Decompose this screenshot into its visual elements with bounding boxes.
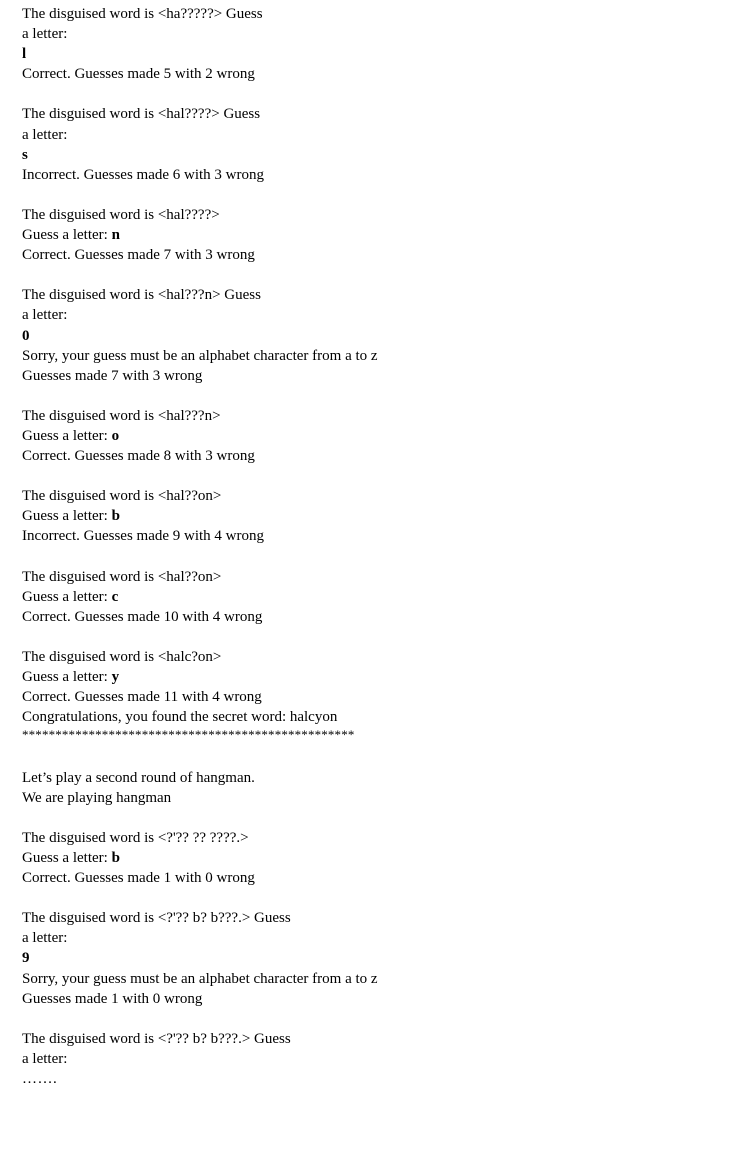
blank-line (22, 185, 722, 205)
output-line: The disguised word is <hal????> (22, 206, 220, 223)
output-line: Let’s play a second round of hangman. (22, 769, 255, 786)
guessed-letter: y (111, 669, 120, 686)
output-line: Correct. Guesses made 5 with 2 wrong (22, 66, 255, 83)
blank-line (22, 547, 722, 567)
output-line: Congratulations, you found the secret word: halcyon (22, 709, 338, 726)
guessed-letter: s (22, 146, 28, 163)
guess-prompt-line (22, 667, 722, 687)
output-line: a letter: (22, 307, 68, 324)
output-line: Incorrect. Guesses made 9 with 4 wrong (22, 528, 265, 545)
guessed-letter-line (22, 145, 722, 165)
output-line: The disguised word is <?'?? ?? ????.> (22, 829, 249, 846)
output-line: Correct. Guesses made 1 with 0 wrong (22, 870, 255, 887)
guessed-letter: 9 (22, 950, 30, 967)
output-line: The disguised word is <hal???n> Guess (22, 287, 261, 304)
prompt-text: Guess a letter: (22, 849, 112, 866)
blank-line (22, 386, 722, 406)
guessed-letter-line (22, 326, 722, 346)
blank-line (22, 84, 722, 104)
output-line: Sorry, your guess must be an alphabet character from a to z (22, 970, 378, 987)
output-line: Correct. Guesses made 8 with 3 wrong (22, 448, 255, 465)
output-line: The disguised word is <hal??on> (22, 488, 222, 505)
ellipsis-continuation: ……. (22, 1070, 58, 1087)
output-line: The disguised word is <hal???n> (22, 407, 221, 424)
guess-prompt-line (22, 506, 722, 526)
guess-prompt-line (22, 587, 722, 607)
output-line: Guesses made 1 with 0 wrong (22, 990, 203, 1007)
guessed-letter: c (111, 588, 119, 605)
output-line: Correct. Guesses made 7 with 3 wrong (22, 247, 255, 264)
output-line: a letter: (22, 26, 68, 43)
guessed-letter: o (111, 427, 120, 444)
prompt-text: Guess a letter: (22, 227, 112, 244)
output-line: The disguised word is <hal????> Guess (22, 106, 261, 123)
guessed-letter-line (22, 44, 722, 64)
output-line: We are playing hangman (22, 789, 172, 806)
blank-line (22, 888, 722, 908)
blank-line (22, 1009, 722, 1029)
console-transcript (22, 4, 722, 1089)
guessed-letter: 0 (22, 327, 30, 344)
output-line: The disguised word is <ha?????> Guess (22, 6, 263, 22)
output-line: a letter: (22, 126, 68, 143)
blank-line (22, 808, 722, 828)
output-line: The disguised word is <?'?? b? b???.> Guess (22, 1030, 291, 1047)
prompt-text: Guess a letter: (22, 588, 112, 605)
output-line: Correct. Guesses made 10 with 4 wrong (22, 608, 263, 625)
output-line: a letter: (22, 930, 68, 947)
output-line: The disguised word is <halc?on> (22, 649, 222, 665)
asterisk-separator: ************************************************** (22, 727, 355, 743)
guessed-letter: l (22, 46, 27, 63)
output-line: Guesses made 7 with 3 wrong (22, 367, 203, 384)
output-line: The disguised word is <hal??on> (22, 568, 222, 585)
guess-prompt-line (22, 225, 722, 245)
guess-prompt-line (22, 848, 722, 868)
guessed-letter: b (111, 508, 120, 525)
output-line: Correct. Guesses made 11 with 4 wrong (22, 689, 262, 706)
output-line: Incorrect. Guesses made 6 with 3 wrong (22, 166, 265, 183)
prompt-text: Guess a letter: (22, 508, 112, 525)
prompt-text: Guess a letter: (22, 669, 112, 686)
output-line: The disguised word is <?'?? b? b???.> Guess (22, 910, 291, 927)
output-line: Sorry, your guess must be an alphabet character from a to z (22, 347, 378, 364)
guessed-letter-line (22, 948, 722, 968)
prompt-text: Guess a letter: (22, 427, 112, 444)
blank-line (22, 466, 722, 486)
blank-line (22, 627, 722, 647)
guessed-letter: n (111, 227, 120, 244)
guess-prompt-line (22, 426, 722, 446)
guessed-letter: b (111, 849, 120, 866)
blank-line (22, 747, 722, 767)
output-line: a letter: (22, 1050, 68, 1067)
blank-line (22, 265, 722, 285)
